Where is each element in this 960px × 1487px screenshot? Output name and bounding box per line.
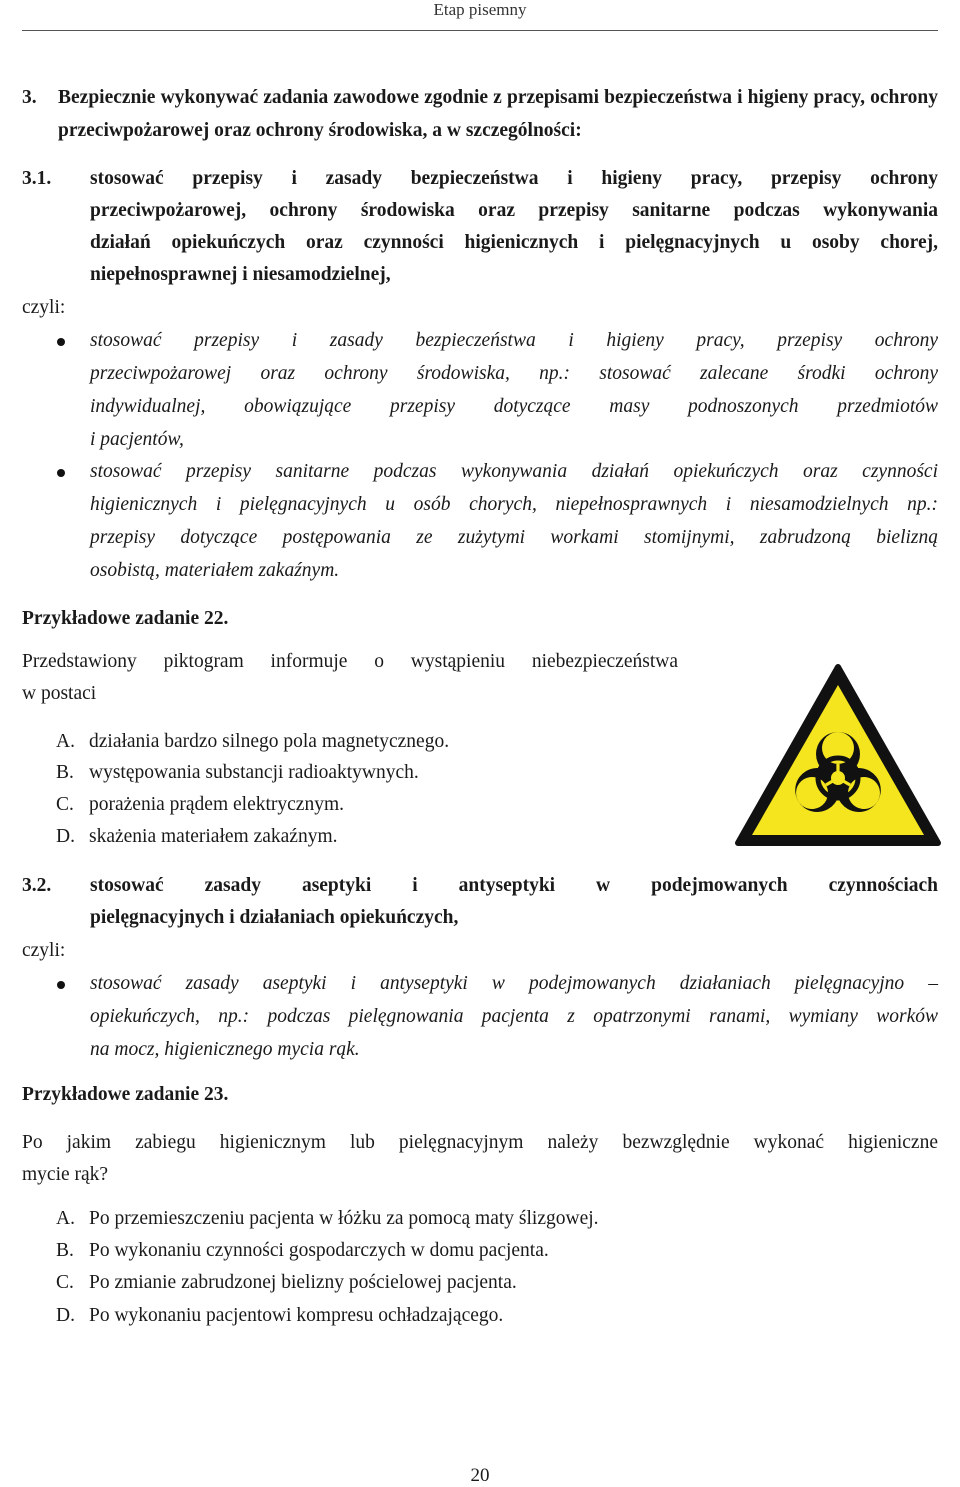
answer-text: Po wykonaniu pacjentowi kompresu ochładzającego. bbox=[89, 1305, 504, 1326]
task-22-question-line-2: w postaci bbox=[22, 683, 97, 704]
answer-text: działania bardzo silnego pola magnetycznego. bbox=[89, 731, 450, 752]
bullet-2-line-4: osobistą, materiałem zakaźnym. bbox=[90, 560, 340, 581]
bullet-3-line-3: na mocz, higienicznego mycia rąk. bbox=[90, 1039, 360, 1060]
bullet-dot bbox=[57, 981, 65, 989]
bullet-2-line-3: przepisy dotyczące postępowania ze zużytymi workami stomijnymi, zabrudzoną bielizną bbox=[90, 527, 938, 548]
task-22-title: Przykładowe zadanie 22. bbox=[22, 608, 229, 629]
item-3-1-line-2: przeciwpożarowej, ochrony środowiska oraz przepisy sanitarne podczas wykonywania bbox=[90, 200, 938, 221]
task-23-answer-a[interactable] bbox=[56, 1208, 599, 1230]
answer-letter: C. bbox=[56, 794, 74, 815]
answer-letter: D. bbox=[56, 826, 75, 847]
bullet-1-line-1: stosować przepisy i zasady bezpieczeństwa i higieny pracy, przepisy ochrony bbox=[90, 330, 938, 351]
answer-letter: C. bbox=[56, 1272, 74, 1293]
item-3-2-line-1: stosować zasady aseptyki i antyseptyki w podejmowanych czynnościach bbox=[90, 875, 938, 896]
bullet-1-line-4: i pacjentów, bbox=[90, 429, 184, 450]
answer-text: Po wykonaniu czynności gospodarczych w domu pacjenta. bbox=[89, 1240, 549, 1261]
answer-letter: A. bbox=[56, 1208, 75, 1229]
item-3-1-line-1: stosować przepisy i zasady bezpieczeństwa i higieny pracy, przepisy ochrony bbox=[90, 168, 938, 189]
answer-letter: A. bbox=[56, 731, 75, 752]
task-22-question-line-1: Przedstawiony piktogram informuje o wystąpieniu niebezpieczeństwa bbox=[22, 651, 678, 672]
bullet-3-line-1: stosować zasady aseptyki i antyseptyki w podejmowanych działaniach pielęgnacyjno – bbox=[90, 973, 938, 994]
biohazard-warning-sign-icon bbox=[732, 661, 944, 851]
section-3-number: 3. bbox=[22, 87, 37, 108]
czyli-label-2: czyli: bbox=[22, 940, 66, 961]
task-23-answer-d[interactable] bbox=[56, 1305, 503, 1327]
answer-letter: B. bbox=[56, 1240, 74, 1261]
task-22-answer-d[interactable] bbox=[56, 826, 338, 848]
item-3-1-line-3: działań opiekuńczych oraz czynności higienicznych i pielęgnacyjnych u osoby chorej, bbox=[90, 232, 938, 253]
task-22-answer-b[interactable] bbox=[56, 762, 419, 784]
task-23-question-line-2: mycie rąk? bbox=[22, 1164, 109, 1185]
task-23-answer-c[interactable] bbox=[56, 1272, 517, 1294]
bullet-3-line-2: opiekuńczych, np.: podczas pielęgnowania pacjenta z opatrzonymi ranami, wymiany worków bbox=[90, 1006, 938, 1027]
answer-text: występowania substancji radioaktywnych. bbox=[89, 762, 419, 783]
section-3-heading bbox=[58, 82, 938, 147]
item-3-2-number: 3.2. bbox=[22, 875, 52, 896]
task-22-answer-a[interactable] bbox=[56, 731, 449, 753]
page-number: 20 bbox=[470, 1465, 490, 1486]
section-3-heading-text: Bezpiecznie wykonywać zadania zawodowe zgodnie z przepisami bezpieczeństwa i higieny pracy, ochrony przeciwpożarowej oraz ochrony środowiska, a w szczególności: bbox=[58, 87, 938, 141]
item-3-1-line-4: niepełnosprawnej i niesamodzielnej, bbox=[90, 264, 391, 285]
task-23-title: Przykładowe zadanie 23. bbox=[22, 1084, 229, 1105]
item-3-2-line-2: pielęgnacyjnych i działaniach opiekuńczych, bbox=[90, 907, 459, 928]
bullet-dot bbox=[57, 338, 65, 346]
answer-text: Po zmianie zabrudzonej bielizny pościelowej pacjenta. bbox=[89, 1272, 517, 1293]
bullet-1-line-3: indywidualnej, obowiązujące przepisy dotyczące masy podnoszonych przedmiotów bbox=[90, 396, 938, 417]
bullet-2-line-1: stosować przepisy sanitarne podczas wykonywania działań opiekuńczych oraz czynności bbox=[90, 461, 938, 482]
czyli-label-1: czyli: bbox=[22, 297, 66, 318]
answer-letter: D. bbox=[56, 1305, 75, 1326]
item-3-1-number: 3.1. bbox=[22, 168, 52, 189]
header-divider bbox=[22, 30, 938, 31]
bullet-2-line-2: higienicznych i pielęgnacyjnych u osób chorych, niepełnosprawnych i niesamodzielnych np.: bbox=[90, 494, 938, 515]
task-23-answer-b[interactable] bbox=[56, 1240, 549, 1262]
bullet-1-line-2: przeciwpożarowej oraz ochrony środowiska, np.: stosować zalecane środki ochrony bbox=[90, 363, 938, 384]
answer-text: Po przemieszczeniu pacjenta w łóżku za pomocą maty ślizgowej. bbox=[89, 1208, 599, 1229]
page-header: Etap pisemny bbox=[433, 0, 527, 19]
task-22-answer-c[interactable] bbox=[56, 794, 344, 816]
answer-letter: B. bbox=[56, 762, 74, 783]
answer-text: porażenia prądem elektrycznym. bbox=[89, 794, 344, 815]
task-23-question-line-1: Po jakim zabiegu higienicznym lub pielęgnacyjnym należy bezwzględnie wykonać higieniczne bbox=[22, 1132, 938, 1153]
bullet-dot bbox=[57, 469, 65, 477]
answer-text: skażenia materiałem zakaźnym. bbox=[89, 826, 338, 847]
